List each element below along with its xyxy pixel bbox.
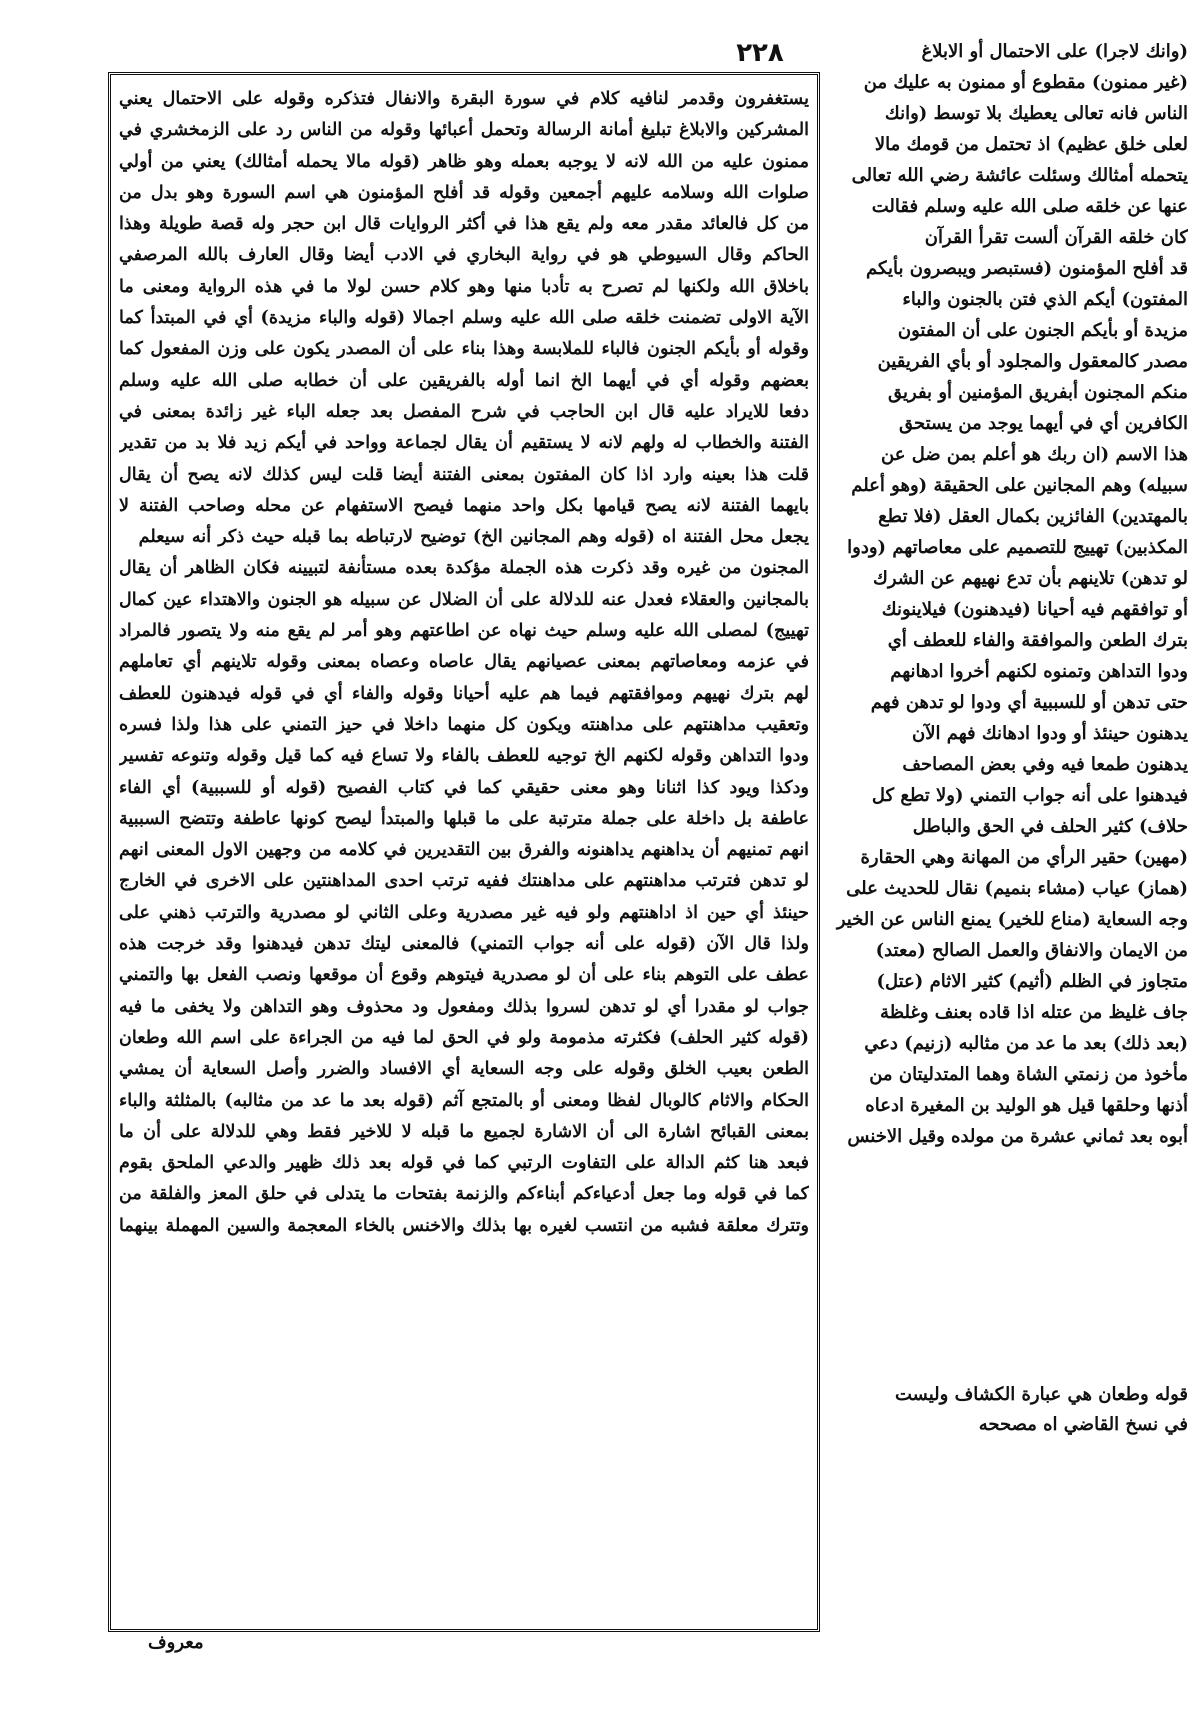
main-text-body <box>119 83 809 1241</box>
main-text-line: عاطفة بل داخلة على جملة مترتبة على ما قبلها والمبتدأ ليصح كونها عاطفة وتتضح السببية <box>119 807 809 829</box>
main-text-line: في عزمه ومعاصاتهم بمعنى عصيانهم يقال عاصاه وعصاه بمعنى وقوله تلاينهم أي تعاملهم <box>119 651 809 673</box>
main-text-line: باخلاق الله ولكنها لم تصرح به تأدبا منها وهو كلام حسن لولا ما في هذه الرواية ومعنى ما <box>119 275 809 297</box>
main-text-line: لهم بترك نهيهم وموافقتهم فيما هم عليه أحيانا وقوله والفاء أي في قوله فيدهنون للعطف <box>119 682 809 704</box>
margin-text-line: لعلى خلق عظيم) اذ تحتمل من قومك مالا <box>874 134 1188 155</box>
margin-text-line: ودوا التداهن وتمنوه لكنهم أخروا ادهانهم <box>890 661 1188 682</box>
margin-text-line: هذا الاسم (ان ربك هو أعلم بمن ضل عن <box>881 444 1188 465</box>
main-text-line: ولذا قال الآن (قوله على أنه جواب التمني) فالمعنى ليتك تدهن فيدهنوا وقد خرجت هذه <box>119 933 809 955</box>
page-number: ٢٢٨ <box>736 38 784 68</box>
margin-text-line: من الايمان والانفاق والعمل الصالح (معتد) <box>875 940 1188 961</box>
main-text-line: لو تدهن فترتب مداهنتهم على مداهنتك ففيه ترتب احدى المداهنتين على الاخرى في الخارج <box>119 870 809 892</box>
main-text-line: ودكذا ويود كذا اثنانا وهو معنى حقيقي كما في كتاب الفصيح (قوله أو للسببية) أي الفاء <box>119 776 809 798</box>
footnote-line: في نسخ القاضي اه مصححه <box>978 1414 1188 1435</box>
margin-text-line: الكافرين أي في أيهما يوجد من يستحق <box>898 413 1188 434</box>
margin-text-line: قد أفلح المؤمنون (فستبصر ويبصرون بأيكم <box>866 258 1188 279</box>
margin-text-line: يدهنون طمعا فيه وفي بعض المصاحف <box>902 754 1188 775</box>
margin-text-line: حلاف) كثير الحلف في الحق والباطل <box>912 816 1188 837</box>
margin-text-line: (بعد ذلك) بعد ما عد من مثالبه (زنيم) دعي <box>864 1033 1188 1054</box>
main-text-line: الحاكم وقال السيوطي هو في رواية البخاري في الادب أيضا وقال العارف بالله المرصفي <box>119 244 809 266</box>
main-text-line: قلت هذا بعينه وارد اذا كان المفتون بمعنى الفتنة أيضا قلت ليس كذلك لانه يصح أن يقال <box>119 463 809 485</box>
main-text-line: ممنون عليه من الله لانه لا يوجبه بعمله وهو ظاهر (قوله مالا يحمله أمثالك) يعني من أولي <box>119 150 809 172</box>
margin-text-line: مصدر كالمعقول والمجلود أو بأي الفريقين <box>877 351 1188 372</box>
main-text-line: كما في قوله وما جعل أدعياءكم أبناءكم والزنمة بفتحات ما يتدلى في حلق المعز والفلقة من <box>119 1183 809 1205</box>
main-text-line: جواب لو مقدرا أي لو تدهن لسروا بذلك ومفعول ود محذوف وهو التداهن ولا يخفى ما فيه <box>119 995 809 1017</box>
margin-text-line: المكذبين) تهييج للتصميم على معاصاتهم (ودوا <box>847 537 1188 558</box>
main-text-line: يستغفرون وقدمر لنافيه كلام في سورة البقرة والانفال فتذكره وقوله على الاحتمال يعني <box>119 88 809 109</box>
main-text-line: (قوله كثير الحلف) فكثرته مذمومة ولو في الحق لما فيه من الجراءة على اسم الله وطعان <box>119 1026 809 1048</box>
margin-text-line: أبوه بعد ثماني عشرة من مولده وقيل الاخنس <box>847 1126 1188 1147</box>
margin-text-line: الناس فانه تعالى يعطيك بلا توسط (وانك <box>884 103 1188 124</box>
main-text-line: بالمجانين والعقلاء فعدل عنه للدلالة على أن الضلال عن سبيله هو الجنون والاهتداء عين كمال <box>119 588 809 610</box>
margin-text-line: كان خلقه القرآن ألست تقرأ القرآن <box>924 227 1188 248</box>
main-text-line: المجنون من غيره وقد ذكرت هذه الجملة مؤكدة بعده مستأنفة لتبيينه فكان الظاهر أن يقال <box>119 557 809 579</box>
main-text-line: الطعن بعيب الخلق وقوله على وجه السعاية أي الافساد والضرر وأصل السعاية أن يمشي <box>119 1058 809 1080</box>
footnote <box>826 1380 1188 1440</box>
margin-text-line: أذنها وحلقها قيل هو الوليد بن المغيرة ادعاه <box>865 1095 1188 1116</box>
main-text-line: عطف على التوهم بناء على أن لو مصدرية فيتوهم وقوع أن موقعها ونصب الفعل بها والتمني <box>119 964 809 986</box>
main-text-line: تهييج) لمصلى الله عليه وسلم حيث نهاه عن اطاعتهم وهو أمر لم يقع منه ولا يتصور فالمراد <box>119 620 809 642</box>
margin-text-line: (هماز) عياب (مشاء بنميم) نقال للحديث على <box>846 878 1188 899</box>
margin-text-line: مزيدة أو بأيكم الجنون على أن المفتون <box>897 320 1188 341</box>
main-text-line: انهم تمنيهم أن يداهنهم يداهنونه والفرق بين التقديرين في كلامه من وجهين الاول المعنى انهم <box>119 839 809 861</box>
catchword: معروف <box>148 1632 204 1653</box>
main-text-line: وقوله أو بأيكم الجنون فالباء للملابسة وهذا بناء على أن المصدر يكون على وزن المفعول كما <box>119 338 809 360</box>
main-text-line: فبعد هنا كثم الدالة على التفاوت الرتبي كما في قوله بعد ذلك ظهير والدعي الملحق بقوم <box>119 1152 809 1174</box>
main-text-line: بعضهم وقوله أي في أيهما الخ انما أوله بالفريقين على أن خطابه صلى الله عليه وسلم <box>119 369 809 391</box>
margin-text-line: سبيله) وهم المجانين على الحقيقة (وهو أعلم <box>851 475 1188 496</box>
margin-text-line: يدهنون حينئذ أو ودوا ادهانك فهم الآن <box>911 723 1188 744</box>
margin-text-line: (وانك لاجرا) على الاحتمال أو الابلاغ <box>921 41 1188 62</box>
margin-text-line: (مهين) حقير الرأي من المهانة وهي الحقارة <box>860 847 1188 868</box>
main-text-line: بايهما الفتنة لانه يصح قيامها بكل واحد منهما فيصح الاستفهام عن محله وصاحب الفتنة لا <box>119 494 809 516</box>
main-text-line: حينئذ أي حين اذ اداهنتهم ولو فيه غير مصدرية وعلى الثاني لو مصدرية والترتب ذهني على <box>119 901 809 923</box>
margin-text-line: مأخوذ من زنمتي الشاة وهما المتدليتان من <box>869 1064 1188 1085</box>
margin-commentary <box>826 36 1188 1426</box>
margin-text-line: (غير ممنون) مقطوع أو ممنون به عليك من <box>863 72 1188 93</box>
main-text-line: بمعنى القبائح اشارة الى أن الاشارة لجميع ما قبله لا للاخير فقط وهي للدلالة على أن ما <box>119 1120 809 1142</box>
margin-text-line: بترك الطعن والموافقة والفاء للعطف أي <box>887 630 1188 651</box>
main-text-line: الحكام والاثام كالوبال لفظا ومعنى أو بالمتجع آثم (قوله بعد ما عد من مثالبه) بالمثلثة والباء <box>119 1089 809 1111</box>
footnote-line: قوله وطعان هي عبارة الكشاف وليست <box>894 1384 1188 1405</box>
margin-text-line: وجه السعاية (مناع للخير) يمنع الناس عن الخير <box>836 909 1188 930</box>
main-text-frame <box>108 72 820 1632</box>
main-text-line: الفتنة والخطاب له ولهم لانه لا يستقيم أن يقال لجماعة وواحد في أيكم زيد فلا بد من تقدير <box>119 432 809 454</box>
main-text-line: يجعل محل الفتنة اه (قوله وهم المجانين الخ) توضيح لارتباطه بما قبله حيث ذكر أنه سيعلم <box>138 526 809 548</box>
main-text-line: المشركين والابلاغ تبليغ أمانة الرسالة وتحمل أعبائها وقوله من الناس رد على الزمخشري في <box>119 119 809 141</box>
margin-text-line: جاف غليظ من عتله اذا قاده بعنف وغلظة <box>880 1002 1188 1023</box>
main-text-line: دفعا للايراد عليه قال ابن الحاجب في شرح المفصل بعد جعله الباء غير زائدة بمعنى في <box>119 400 809 422</box>
margin-text-line: يتحمله أمثالك وسئلت عائشة رضي الله تعالى <box>851 165 1188 186</box>
main-text-line: من كل فالعائد مقدر معه ولم يقع هذا في أكثر الروايات قال ابن حجر وله قصة طويلة وهذا <box>119 213 809 235</box>
margin-text-line: فيدهنوا على أنه جواب التمني (ولا تطع كل <box>871 785 1188 806</box>
margin-text-line: المفتون) أيكم الذي فتن بالجنون والباء <box>902 289 1188 310</box>
main-text-line: الآية الاولى تضمنت خلقه صلى الله عليه وسلم اجمالا (قوله والباء مزيدة) أي في المبتدأ كما <box>119 307 809 329</box>
main-text-line: ودوا التداهن وقوله لكنهم الخ توجيه للعطف بالفاء ولا تساع فيه كما قيل وقوله وتنوعه تفسير <box>119 745 809 767</box>
margin-text-line: حتى تدهن أو للسببية أي ودوا لو تدهن فهم <box>870 692 1188 713</box>
margin-text-line: عنها عن خلقه صلى الله عليه وسلم فقالت <box>871 196 1188 217</box>
margin-text-line: بالمهتدين) الفائزين بكمال العقل (فلا تطع <box>878 506 1188 527</box>
margin-text-line: لو تدهن) تلاينهم بأن تدع نهيهم عن الشرك <box>873 568 1188 589</box>
main-text-line: وتترك معلقة فشبه من انتسب لغيره بها بذلك والاخنس بالخاء المعجمة والسين المهملة بينهما <box>119 1214 809 1236</box>
main-text-line: وتعقيب مداهنتهم على مداهنته ويكون كل منهما داخلا في حيز التمني على هذا ولذا فسره <box>119 713 809 735</box>
margin-text-line: منكم المجنون أبفريق المؤمنين أو بفريق <box>887 382 1188 403</box>
main-text-line: صلوات الله وسلامه عليهم أجمعين وقوله قد أفلح المؤمنون هي اسم السورة وهو بدل من <box>119 181 809 203</box>
margin-text-line: متجاوز في الظلم (أثيم) كثير الاثام (عتل) <box>876 971 1188 992</box>
margin-text-line: أو توافقهم فيه أحيانا (فيدهنون) فيلاينونك <box>881 599 1188 620</box>
